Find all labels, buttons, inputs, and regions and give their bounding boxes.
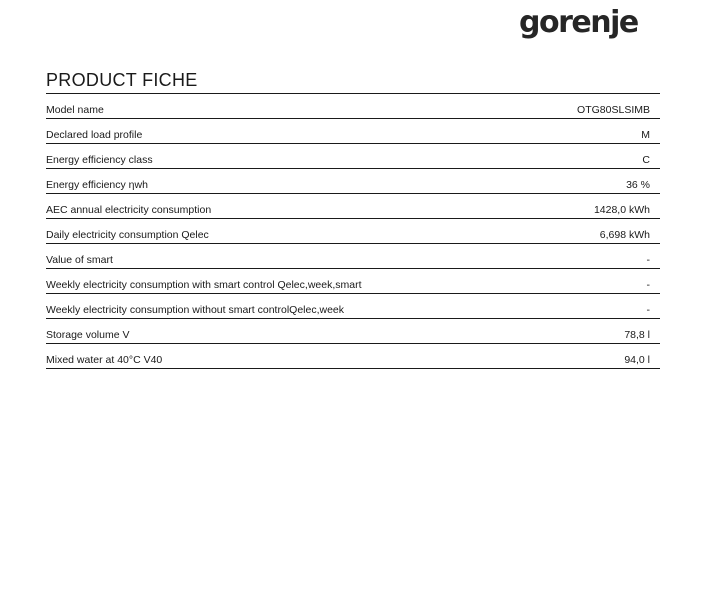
row-value: -	[646, 254, 650, 266]
table-row	[46, 344, 660, 369]
row-label: Weekly electricity consumption without smart controlQelec,week	[46, 304, 345, 316]
row-value: C	[642, 154, 650, 166]
row-label: Model name	[46, 104, 104, 116]
row-label: Value of smart	[46, 254, 113, 266]
table-row	[46, 119, 660, 144]
table-row	[46, 169, 660, 194]
row-value: 78,8 l	[624, 329, 650, 341]
row-value: 6,698 kWh	[599, 229, 650, 241]
row-label: Energy efficiency class	[46, 154, 153, 166]
brand-logo: gorenje	[519, 5, 638, 40]
row-label: Energy efficiency ηwh	[46, 179, 148, 191]
table-row	[46, 94, 660, 119]
table-row	[46, 194, 660, 219]
table-row	[46, 294, 660, 319]
product-fiche-table	[46, 94, 660, 369]
table-row	[46, 244, 660, 269]
row-value: OTG80SLSIMB	[577, 104, 650, 116]
row-label: Mixed water at 40°C V40	[46, 354, 163, 366]
page-title: PRODUCT FICHE	[46, 70, 198, 90]
row-value: 94,0 l	[624, 354, 650, 366]
row-value: -	[646, 304, 650, 316]
table-row	[46, 144, 660, 169]
row-value: 36 %	[626, 179, 650, 191]
row-label: Storage volume V	[46, 329, 130, 341]
table-row	[46, 269, 660, 294]
row-label: Daily electricity consumption Qelec	[46, 229, 209, 241]
row-value: 1428,0 kWh	[593, 204, 650, 216]
row-value: -	[646, 279, 650, 291]
row-value: M	[641, 129, 650, 141]
row-label: Declared load profile	[46, 129, 143, 141]
table-row	[46, 219, 660, 244]
table-row	[46, 319, 660, 344]
row-label: Weekly electricity consumption with smart control Qelec,week,smart	[46, 279, 362, 291]
row-label: AEC annual electricity consumption	[46, 204, 212, 216]
